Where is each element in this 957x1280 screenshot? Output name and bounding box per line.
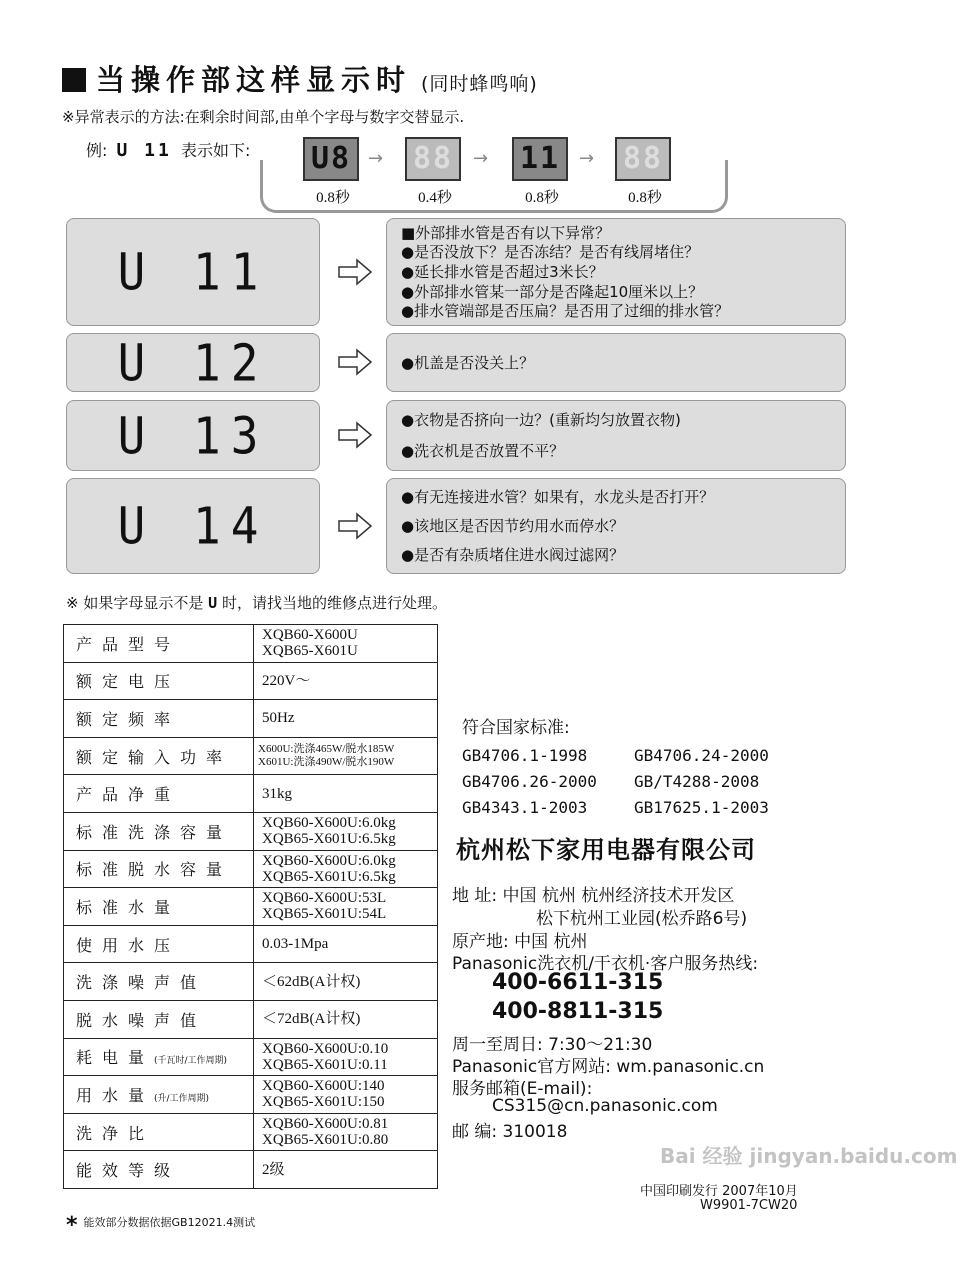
table-row: 标准洗涤容量 XQB60-X600U:6.0kg XQB65-X601U:6.5kg	[64, 812, 438, 850]
footnote: * 能效部分数据依据GB12021.4测试	[66, 1213, 256, 1238]
cause-line: ■外部排水管是否有以下异常？	[401, 223, 611, 242]
cause-line: ●是否没放下？是否冻结？是否有线屑堵住？	[401, 243, 700, 262]
email-label: 服务邮箱(E-mail):	[452, 1079, 593, 1099]
cause-line: ●排水管端部是否压扁？是否用了过细的排水管？	[401, 302, 730, 321]
standard-item: GB/T4288-2008	[634, 772, 760, 791]
standards-heading: 符合国家标准:	[462, 718, 570, 738]
table-row: 洗涤噪声值 ＜62dB(A计权)	[64, 963, 438, 1001]
cause-line: ●洗衣机是否放置不平？	[401, 441, 565, 460]
table-row: 用水量(升/工作周期) XQB60-X600U:140 XQB65-X601U:150	[64, 1076, 438, 1114]
arrow-right-icon: →	[368, 148, 384, 169]
example-line	[86, 138, 250, 161]
error-code-box	[66, 478, 320, 574]
cause-line: ●是否有杂质堵住进水阀过滤网？	[401, 545, 625, 564]
hotline-label: Panasonic洗衣机/干衣机·客户服务热线:	[452, 954, 759, 974]
display-frame-2: 88	[405, 137, 461, 181]
origin-line: 原产地: 中国 杭州	[452, 932, 588, 952]
print-code: W9901-7CW20	[700, 1198, 798, 1213]
note-code: U	[208, 594, 218, 612]
error-code-box	[66, 333, 320, 392]
baidu-watermark: Bai 经验 jingyan.baidu.com	[660, 1144, 957, 1168]
frame-time-2: 0.4秒	[418, 190, 452, 206]
arrow-right-icon	[338, 422, 372, 448]
display-method-note: ※异常表示的方法:在剩余时间部,由单个字母与数字交替显示.	[62, 108, 465, 126]
example-prefix: 例:	[86, 141, 108, 160]
example-code: U 11	[116, 140, 172, 161]
table-row: 额定输入功率 X600U:洗涤465W/脱水185W X601U:洗涤490W/脱水190W	[64, 737, 438, 775]
cause-line: ●延长排水管是否超过3米长？	[401, 262, 604, 281]
arrow-right-icon: →	[473, 148, 489, 169]
website-line[interactable]: Panasonic官方网站: wm.panasonic.cn	[452, 1057, 765, 1077]
cause-line: ●该地区是否因节约用水而停水？	[401, 516, 625, 535]
table-row: 耗电量(千瓦时/工作周期) XQB60-X600U:0.10 XQB65-X601U:0.11	[64, 1038, 438, 1076]
cause-line: ●有无连接进水管？如果有，水龙头是否打开？	[401, 488, 715, 507]
error-causes-box	[386, 400, 846, 471]
table-row: 使用水压 0.03-1Mpa	[64, 925, 438, 963]
table-row: 额定电压 220V～	[64, 662, 438, 700]
square-bullet-icon	[62, 68, 86, 92]
arrow-right-icon	[338, 259, 372, 285]
arrow-right-icon	[338, 513, 372, 539]
display-frame-3: 11	[512, 137, 568, 181]
error-causes-box	[386, 218, 846, 326]
email-address[interactable]: CS315@cn.panasonic.com	[492, 1096, 718, 1116]
error-code: U 12	[117, 332, 269, 393]
standard-item: GB4343.1-2003	[462, 798, 588, 817]
hotline-number[interactable]: 400-6611-315	[492, 970, 664, 995]
postcode-line: 邮 编: 310018	[452, 1122, 568, 1142]
error-causes-box	[386, 333, 846, 392]
standard-item: GB4706.24-2000	[634, 746, 769, 765]
service-hours: 周一至周日: 7:30～21:30	[452, 1035, 653, 1055]
standard-item: GB4706.1-1998	[462, 746, 588, 765]
frame-time-3: 0.8秒	[525, 190, 559, 206]
arrow-right-icon	[338, 349, 372, 375]
table-row: 产品净重 31kg	[64, 775, 438, 813]
table-row: 能效等级 2级	[64, 1151, 438, 1189]
table-row: 标准脱水容量 XQB60-X600U:6.0kg XQB65-X601U:6.5kg	[64, 850, 438, 888]
table-row: 产品型号 XQB60-X600U XQB65-X601U	[64, 625, 438, 663]
error-code: U 13	[117, 405, 269, 466]
error-code-box	[66, 400, 320, 471]
display-frame-1: U8	[303, 137, 359, 181]
arrow-right-icon: →	[579, 148, 595, 169]
frame-time-1: 0.8秒	[316, 190, 350, 206]
error-code-box	[66, 218, 320, 326]
spec-table	[63, 624, 438, 1189]
page-title	[62, 58, 538, 99]
service-note: ※ 如果字母显示不是 U 时，请找当地的维修点进行处理。	[66, 594, 447, 612]
address-line-1: 地 址: 中国 杭州 杭州经济技术开发区	[452, 886, 735, 906]
cause-line: ●外部排水管某一部分是否隆起10厘米以上？	[401, 282, 704, 301]
error-causes-box	[386, 478, 846, 574]
table-row: 洗净比 XQB60-X600U:0.81 XQB65-X601U:0.80	[64, 1113, 438, 1151]
table-row: 标准水量 XQB60-X600U:53L XQB65-X601U:54L	[64, 888, 438, 926]
cause-line: ●衣物是否挤向一边？(重新均匀放置衣物)	[401, 411, 681, 430]
standard-item: GB4706.26-2000	[462, 772, 597, 791]
address-line-2: 松下杭州工业园(松乔路6号)	[536, 909, 748, 929]
frame-time-4: 0.8秒	[628, 190, 662, 206]
standard-item: GB17625.1-2003	[634, 798, 769, 817]
hotline-number[interactable]: 400-8811-315	[492, 999, 664, 1024]
display-frame-4: 88	[615, 137, 671, 181]
table-row: 脱水噪声值 ＜72dB(A计权)	[64, 1000, 438, 1038]
title-text: 当操作部这样显示时	[96, 63, 412, 97]
print-info: 中国印刷发行 2007年10月	[640, 1184, 798, 1199]
table-row: 额定频率 50Hz	[64, 700, 438, 738]
asterisk-icon: *	[66, 1213, 78, 1238]
example-suffix: 表示如下:	[180, 141, 251, 160]
error-code: U 14	[117, 496, 269, 556]
error-code: U 11	[117, 242, 269, 302]
cause-line: ●机盖是否没关上？	[401, 353, 535, 372]
title-subtitle: (同时蜂鸣响)	[421, 73, 538, 95]
company-name: 杭州松下家用电器有限公司	[456, 836, 756, 864]
